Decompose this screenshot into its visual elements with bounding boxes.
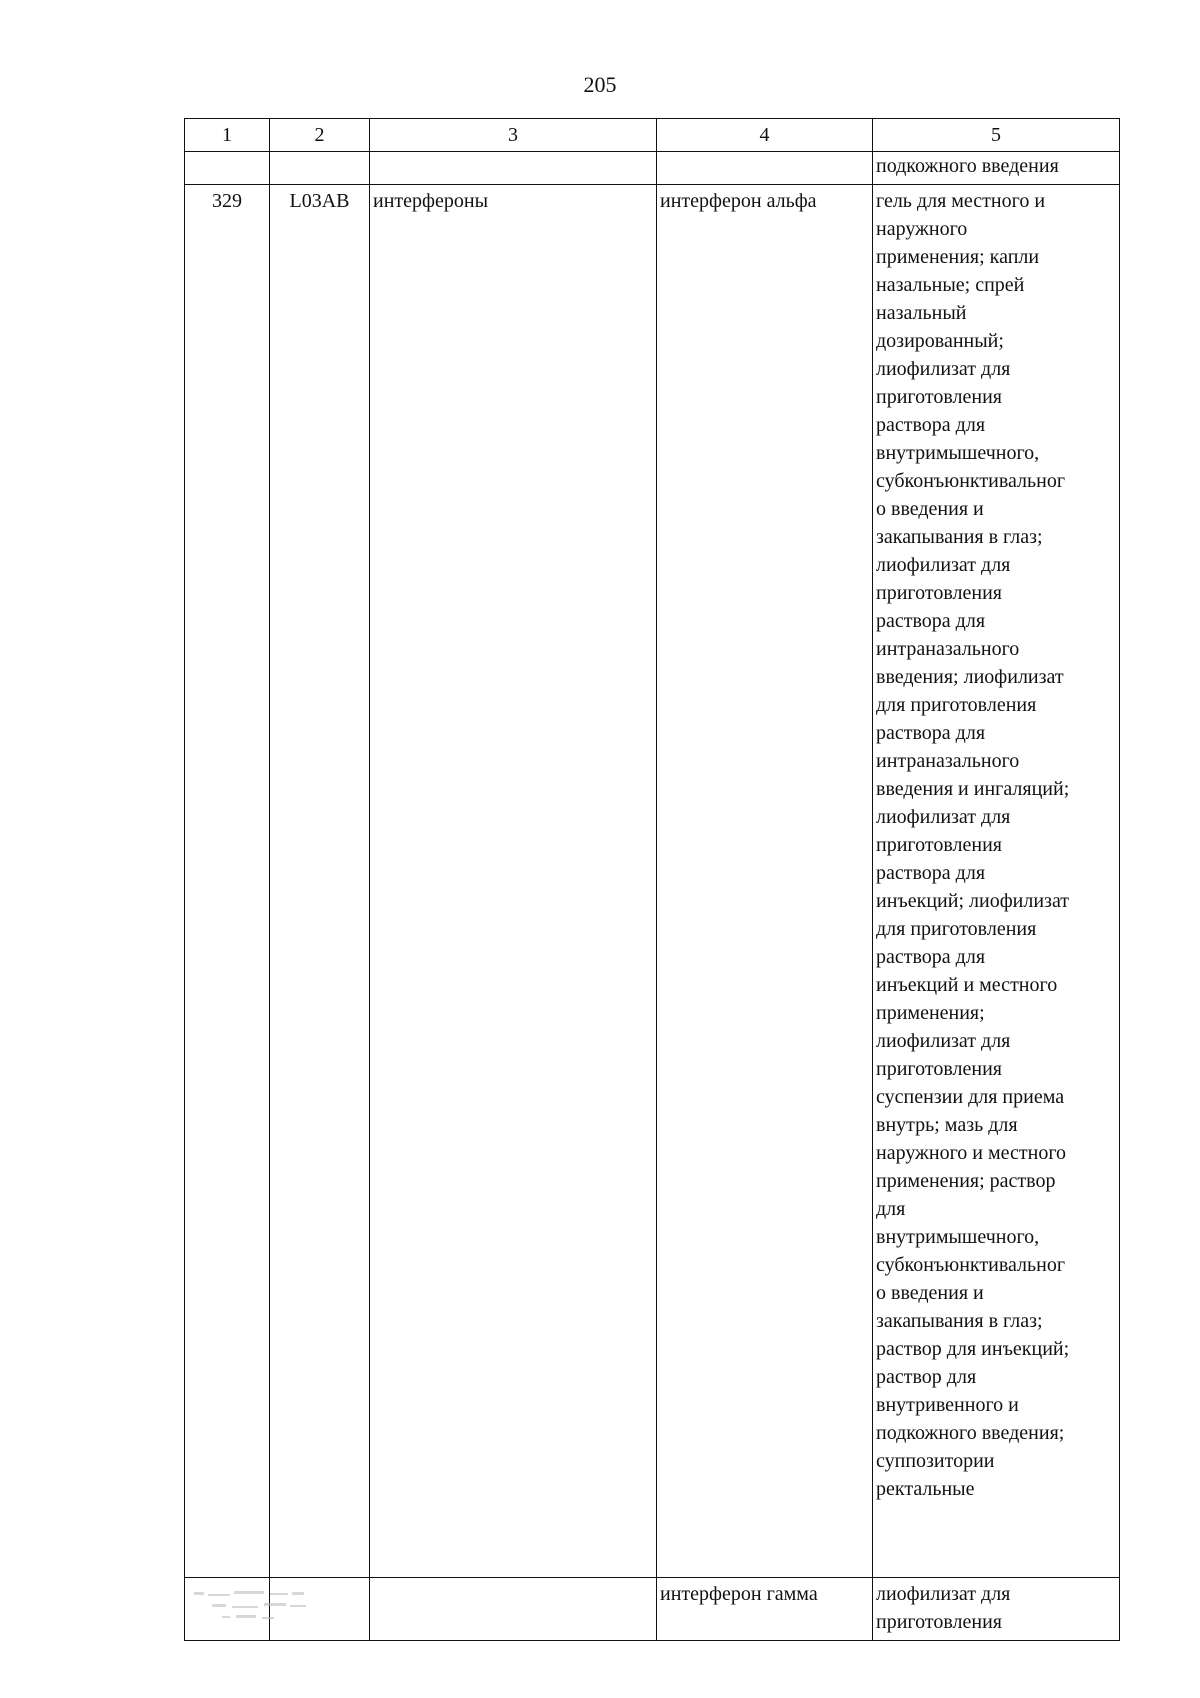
dosage-form-line: раствор для инъекций; xyxy=(876,1338,1070,1360)
dosage-form-line: лиофилизат для xyxy=(876,806,1011,828)
dosage-form-line: раствора для xyxy=(876,946,986,968)
dosage-form-line: приготовления xyxy=(876,386,1002,408)
dosage-form-line: раствора для xyxy=(876,722,986,744)
dosage-form-line: приготовления xyxy=(876,582,1002,604)
table-cell xyxy=(270,152,370,185)
atc-code-cell: L03AB xyxy=(270,185,370,1578)
dosage-form-line: суппозитории xyxy=(876,1450,995,1472)
table-header-row xyxy=(185,119,1120,152)
dosage-form-line: внутривенного и xyxy=(876,1394,1019,1416)
table-cell xyxy=(370,152,657,185)
column-header: 1 xyxy=(185,119,270,152)
dosage-form-line: внутрь; мазь для xyxy=(876,1114,1018,1136)
dosage-form-line: инъекций и местного xyxy=(876,974,1058,996)
group-cell: интерфероны xyxy=(370,185,657,1578)
dosage-form-line: назальный xyxy=(876,302,967,324)
dosage-form-line: интраназального xyxy=(876,750,1020,772)
dosage-form-line: о введения и xyxy=(876,498,984,520)
dosage-form-line: гель для местного и xyxy=(876,190,1046,212)
dosage-form-line: назальные; спрей xyxy=(876,274,1025,296)
dosage-form-cell xyxy=(873,185,1120,1578)
dosage-form-line: раствора для xyxy=(876,610,986,632)
column-header: 5 xyxy=(873,119,1120,152)
dosage-form-line: применения; xyxy=(876,1002,985,1024)
dosage-form-line: дозированный; xyxy=(876,330,1004,352)
dosage-form-line: лиофилизат для xyxy=(876,554,1011,576)
dosage-form-line: раствора для xyxy=(876,862,986,884)
dosage-form-line: закапывания в глаз; xyxy=(876,526,1043,548)
dosage-form-lines xyxy=(876,1580,1116,1636)
dosage-form-line: лиофилизат для xyxy=(876,1030,1011,1052)
dosage-form-line: инъекций; лиофилизат xyxy=(876,890,1070,912)
dosage-form-line: раствора для xyxy=(876,414,986,436)
dosage-form-line: введения и ингаляций; xyxy=(876,778,1070,800)
column-header: 2 xyxy=(270,119,370,152)
dosage-form-line: лиофилизат для xyxy=(876,1583,1011,1605)
table-row xyxy=(185,152,1120,185)
table-cell xyxy=(657,152,873,185)
dosage-form-line: для приготовления xyxy=(876,694,1037,716)
dosage-form-line: лиофилизат для xyxy=(876,358,1011,380)
dosage-form-line: введения; лиофилизат xyxy=(876,666,1064,688)
dosage-form-line: приготовления xyxy=(876,834,1002,856)
drug-table xyxy=(184,118,1120,1641)
dosage-form-line: приготовления xyxy=(876,1058,1002,1080)
dosage-form-line: субконъюнктивальног xyxy=(876,1254,1066,1276)
dosage-form-cell xyxy=(873,1578,1120,1641)
table-cell xyxy=(370,1578,657,1641)
dosage-form-line: внутримышечного, xyxy=(876,1226,1040,1248)
dosage-form-lines xyxy=(876,187,1116,1503)
page-number: 205 xyxy=(583,72,617,97)
dosage-form-line: интраназального xyxy=(876,638,1020,660)
dosage-form-line: применения; раствор xyxy=(876,1170,1056,1192)
dosage-form-line: внутримышечного, xyxy=(876,442,1040,464)
dosage-form-line: подкожного введения; xyxy=(876,1422,1065,1444)
dosage-form-line: наружного и местного xyxy=(876,1142,1067,1164)
table-cell xyxy=(185,152,270,185)
dosage-form-line: субконъюнктивальног xyxy=(876,470,1066,492)
drug-name-cell: интерферон альфа xyxy=(657,185,873,1578)
dosage-form-line: закапывания в глаз; xyxy=(876,1310,1043,1332)
column-header: 3 xyxy=(370,119,657,152)
table-row xyxy=(185,185,1120,1578)
drug-name-cell: интерферон гамма xyxy=(657,1578,873,1641)
dosage-form-line: о введения и xyxy=(876,1282,984,1304)
dosage-form-cell: подкожного введения xyxy=(873,152,1120,185)
dosage-form-line: ректальные xyxy=(876,1478,975,1500)
dosage-form-line: для xyxy=(876,1198,906,1220)
dosage-form-line: для приготовления xyxy=(876,918,1037,940)
dosage-form-line: применения; капли xyxy=(876,246,1040,268)
faint-stamp-mark xyxy=(192,1588,352,1628)
column-header: 4 xyxy=(657,119,873,152)
dosage-form-line: наружного xyxy=(876,218,968,240)
dosage-form-line: приготовления xyxy=(876,1611,1002,1633)
dosage-form-line: раствор для xyxy=(876,1366,977,1388)
row-number-cell: 329 xyxy=(185,185,270,1578)
dosage-form-line: суспензии для приема xyxy=(876,1086,1065,1108)
